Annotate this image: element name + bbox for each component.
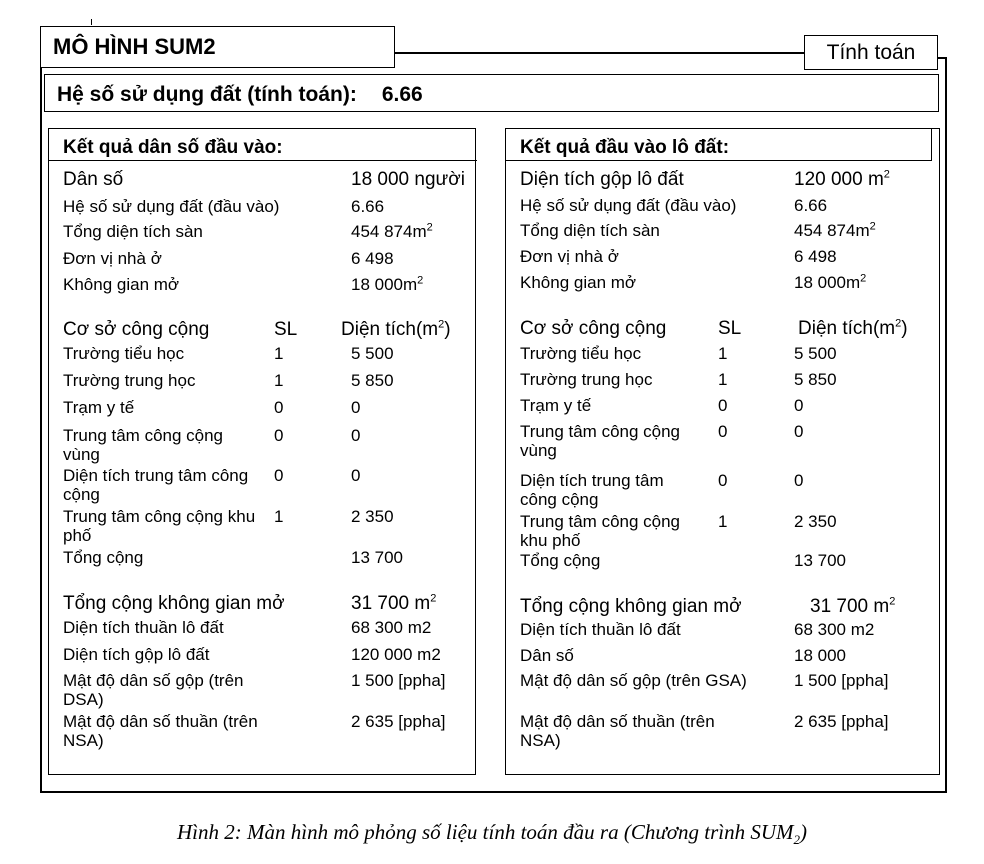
facility-name: Diện tích trung tâm công cộng xyxy=(63,466,249,504)
far-result-bar xyxy=(44,74,939,112)
input-label: Đơn vị nhà ở xyxy=(520,247,619,266)
facility-area: 0 xyxy=(794,471,804,490)
caption-subscript: 2 xyxy=(793,832,800,848)
input-value-text: 18 000m xyxy=(794,273,861,292)
summary-label: Mật độ dân số thuần (trên NSA) xyxy=(63,712,258,750)
col-header-sl: SL xyxy=(274,319,298,340)
input-value: 6.66 xyxy=(351,197,385,216)
input-label: Đơn vị nhà ở xyxy=(63,249,162,268)
summary-label: Mật độ dân số gộp (trên DSA) xyxy=(63,671,244,709)
summary-label: Tổng cộng không gian mở xyxy=(63,593,285,614)
facility-name: Diện tích trung tâm công cộng xyxy=(520,471,664,509)
facility-count: 0 xyxy=(274,426,284,445)
facility-area: 0 xyxy=(351,466,361,485)
unit-superscript: 2 xyxy=(417,274,424,287)
input-value xyxy=(794,221,876,240)
input-value-text: 454 874m xyxy=(794,221,870,240)
unit-superscript: 2 xyxy=(889,595,896,608)
facility-area: 0 xyxy=(351,426,361,445)
input-value-text: 454 874m xyxy=(351,222,427,241)
summary-value-text: 31 700 m xyxy=(810,596,890,617)
facility-name: Trường trung học xyxy=(63,371,196,390)
facility-count: 0 xyxy=(274,398,284,417)
panel-rows xyxy=(63,129,475,774)
col-header-sl: SL xyxy=(718,318,742,339)
unit-superscript: 2 xyxy=(438,318,445,331)
facility-count: 0 xyxy=(718,471,728,490)
input-label: Dân số xyxy=(63,169,124,190)
col-header-area xyxy=(798,319,908,338)
facility-name: Tổng cộng xyxy=(520,551,601,570)
input-value xyxy=(794,170,890,189)
facility-count: 0 xyxy=(274,466,284,485)
summary-label: Diện tích gộp lô đất xyxy=(63,645,210,664)
col-header-area-text: Diện tích(m xyxy=(341,319,439,340)
input-value-text: 120 000 m xyxy=(794,169,884,190)
decorative-tick xyxy=(91,19,92,25)
unit-superscript: 2 xyxy=(869,220,876,233)
facility-count: 1 xyxy=(718,344,728,363)
input-label: Không gian mở xyxy=(63,275,180,294)
input-value: 6 498 xyxy=(794,247,837,266)
caption-text: Hình 2: Màn hình mô phỏng số liệu tính toán đầu ra (Chương trình SUM xyxy=(177,820,794,844)
facility-name: Trường tiểu học xyxy=(63,344,185,363)
summary-value: 1 500 [ppha] xyxy=(351,671,446,690)
facility-name: Trạm y tế xyxy=(520,396,592,415)
lot-result-panel xyxy=(505,128,940,775)
summary-value: 120 000 m2 xyxy=(351,645,441,664)
window-title: MÔ HÌNH SUM2 xyxy=(40,26,395,68)
summary-value xyxy=(810,597,895,616)
input-label: Tổng diện tích sàn xyxy=(63,222,203,241)
input-value: 6.66 xyxy=(794,196,828,215)
calculate-button[interactable]: Tính toán xyxy=(804,35,938,70)
facility-count: 1 xyxy=(274,344,284,363)
facility-area: 5 500 xyxy=(351,344,394,363)
col-header-area-text: Diện tích(m xyxy=(798,318,896,339)
panel-title: Kết quả dân số đầu vào: xyxy=(49,129,477,161)
input-value: 6 498 xyxy=(351,249,394,268)
facility-area: 13 700 xyxy=(351,548,403,567)
unit-superscript: 2 xyxy=(426,221,433,234)
facility-area: 0 xyxy=(351,398,361,417)
facility-count: 0 xyxy=(718,396,728,415)
facility-count: 0 xyxy=(718,422,728,441)
col-header-area-end: ) xyxy=(901,318,908,339)
input-label: Không gian mở xyxy=(520,273,637,292)
summary-label: Dân số xyxy=(520,646,574,665)
unit-superscript: 2 xyxy=(895,317,902,330)
unit-superscript: 2 xyxy=(860,272,867,285)
summary-label: Tổng cộng không gian mở xyxy=(520,596,742,617)
input-label: Hệ số sử dụng đất (đầu vào) xyxy=(520,196,737,215)
panel-title: Kết quả đầu vào lô đất: xyxy=(506,129,932,161)
summary-label: Mật độ dân số thuần (trên NSA) xyxy=(520,712,715,750)
summary-value: 1 500 [ppha] xyxy=(794,671,889,690)
facility-name: Trung tâm công cộng khu phố xyxy=(63,507,256,545)
panel-rows xyxy=(520,129,939,774)
facility-count: 1 xyxy=(274,371,284,390)
facility-area: 0 xyxy=(794,396,804,415)
facility-name: Trạm y tế xyxy=(63,398,135,417)
input-label: Diện tích gộp lô đất xyxy=(520,169,684,190)
summary-value: 2 635 [ppha] xyxy=(794,712,889,731)
header-divider xyxy=(394,52,806,54)
summary-label: Diện tích thuần lô đất xyxy=(520,620,681,639)
population-result-panel xyxy=(48,128,476,775)
facility-area: 2 350 xyxy=(351,507,394,526)
col-header-area-end: ) xyxy=(444,319,451,340)
input-value xyxy=(351,275,423,294)
summary-value-text: 31 700 m xyxy=(351,593,431,614)
header-corner-tick xyxy=(945,57,947,67)
facility-name: Trường trung học xyxy=(520,370,653,389)
summary-label: Mật độ dân số gộp (trên GSA) xyxy=(520,671,747,690)
col-header-name: Cơ sở công cộng xyxy=(520,318,667,339)
facility-name: Tổng cộng xyxy=(63,548,144,567)
summary-value: 2 635 [ppha] xyxy=(351,712,446,731)
facility-area: 5 500 xyxy=(794,344,837,363)
facility-name: Trường tiểu học xyxy=(520,344,642,363)
summary-label: Diện tích thuần lô đất xyxy=(63,618,224,637)
input-value: 18 000 người xyxy=(351,169,465,190)
input-value xyxy=(351,222,433,241)
far-value: 6.66 xyxy=(381,83,423,106)
facility-area: 0 xyxy=(794,422,804,441)
summary-value: 18 000 xyxy=(794,646,846,665)
facility-area: 13 700 xyxy=(794,551,846,570)
col-header-area xyxy=(341,320,451,339)
summary-value: 68 300 m2 xyxy=(794,620,875,639)
unit-superscript: 2 xyxy=(430,592,437,605)
input-value-text: 18 000m xyxy=(351,275,418,294)
far-label: Hệ số sử dụng đất (tính toán): xyxy=(57,83,357,106)
facility-name: Trung tâm công cộng khu phố xyxy=(520,512,681,550)
figure-caption xyxy=(0,820,984,848)
summary-value: 68 300 m2 xyxy=(351,618,432,637)
summary-value xyxy=(351,594,436,613)
input-value xyxy=(794,273,866,292)
facility-name: Trung tâm công cộng vùng xyxy=(520,422,681,460)
col-header-name: Cơ sở công cộng xyxy=(63,319,210,340)
facility-count: 1 xyxy=(718,370,728,389)
facility-count: 1 xyxy=(274,507,284,526)
unit-superscript: 2 xyxy=(883,168,890,181)
facility-name: Trung tâm công cộng vùng xyxy=(63,426,224,464)
input-label: Hệ số sử dụng đất (đầu vào) xyxy=(63,197,280,216)
input-label: Tổng diện tích sàn xyxy=(520,221,660,240)
facility-area: 5 850 xyxy=(794,370,837,389)
caption-end: ) xyxy=(800,820,807,844)
facility-area: 2 350 xyxy=(794,512,837,531)
facility-count: 1 xyxy=(718,512,728,531)
facility-area: 5 850 xyxy=(351,371,394,390)
